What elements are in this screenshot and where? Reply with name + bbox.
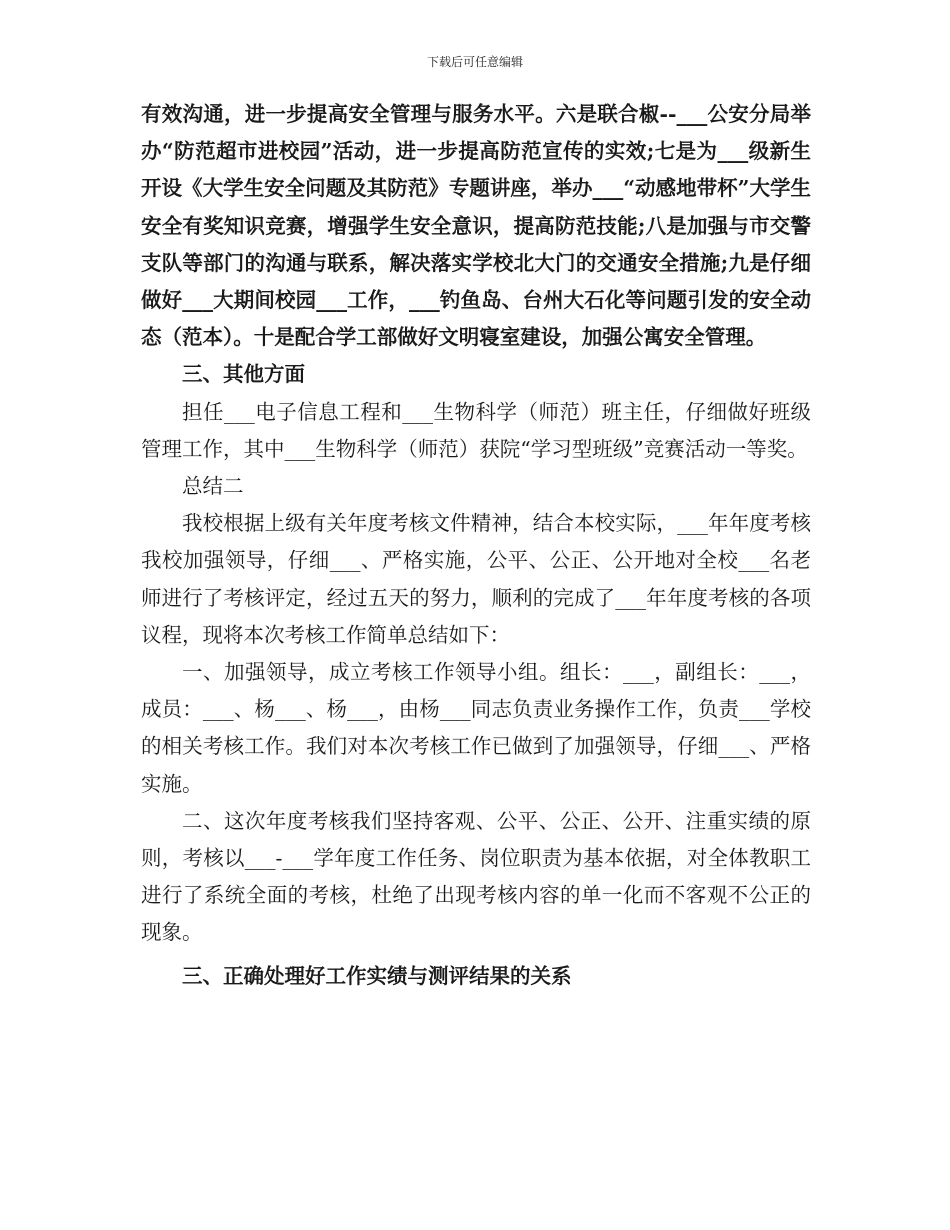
section-heading-other-aspects: 三、其他方面 bbox=[182, 362, 305, 387]
page-header: 下载后可任意编辑 bbox=[426, 55, 523, 69]
paragraph-assessment-principles: 二、这次年度考核我们坚持客观、公平、公正、公开、注重实绩的原则，考核以___-___学年度工作任务、岗位职责为基本依据，对全体教职工进行了系统全面的考核，杜绝了出现考核内容的单一化而不客观不公正的现象。 bbox=[141, 808, 811, 945]
document-body bbox=[141, 96, 811, 995]
section-heading-performance-results: 三、正确处理好工作实绩与测评结果的关系 bbox=[182, 963, 572, 988]
paragraph-class-advisor: 担任___电子信息工程和___生物科学（师范）班主任，仔细做好班级管理工作，其中___生物科学（师范）获院“学习型班级”竞赛活动一等奖。 bbox=[141, 399, 811, 461]
paragraph-safety-measures: 有效沟通，进一步提高安全管理与服务水平。六是联合椒--___公安分局举办“防范超市进校园”活动，进一步提高防范宣传的实效;七是为___级新生开设《大学生安全问题及其防范》专题讲座，举办___“动感地带杯”大学生安全有奖知识竞赛，增强学生安全意识，提高防范技能;八是加强与市交警支队等部门的沟通与联系，解决落实学校北大门的交通安全措施;九是仔细做好___大期间校园___工作，___钓鱼岛、台州大石化等问题引发的安全动态（范本）。十是配合学工部做好文明寝室建设，加强公寓安全管理。 bbox=[141, 102, 811, 350]
paragraph-annual-assessment-intro: 我校根据上级有关年度考核文件精神，结合本校实际，___年年度考核我校加强领导，仔细___、严格实施，公平、公正、公开地对全校___名老师进行了考核评定，经过五天的努力，顺利的完成了___年年度考核的各项议程，现将本次考核工作简单总结如下： bbox=[141, 511, 811, 647]
section-heading-summary-two: 总结二 bbox=[182, 474, 244, 499]
paragraph-leadership-group: 一、加强领导，成立考核工作领导小组。组长：___，副组长：___，成员：___、杨___、杨___，由杨___同志负责业务操作工作，负责___学校的相关考核工作。我们对本次考核工作已做到了加强领导，仔细___、严格实施。 bbox=[141, 660, 811, 796]
